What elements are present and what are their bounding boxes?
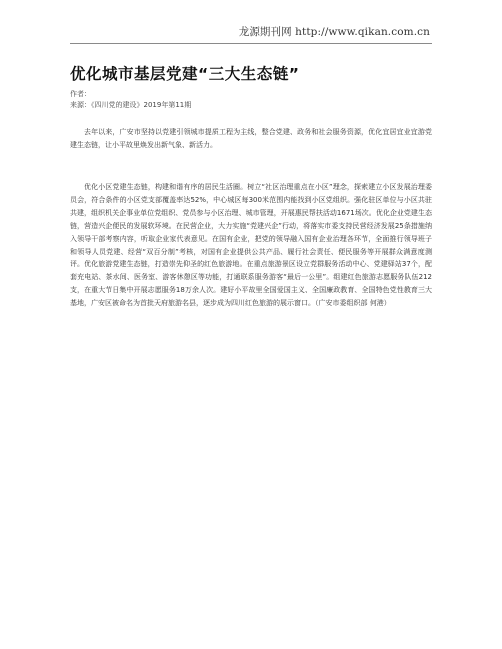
paragraph-intro: 去年以来，广安市坚持以党建引领城市提质工程为主线，整合党建、政务和社会服务资源，优化宜居宜业宜游党建生态链，让小平故里焕发出新气象、新活力。 [70,128,432,149]
article-title: 优化城市基层党建“三大生态链” [70,65,300,83]
author-line [70,89,91,99]
journal-site-header: 龙源期刊网 http://www.qikan.com.cn [238,26,430,38]
paragraph-main: 优化小区党建生态链，构建和谐有序的居民生活圈。树立“社区治理重点在小区”理念，探索建立小区发展治理委员会，符合条件的小区党支部覆盖率达52%，中心城区每300米范围内能找到小区党组织。强化驻区单位与小区共驻共建，组织机关企事业单位党组织、党员参与小区治理、城市管理，开展惠民帮扶活动1671场次。优化企业党建生态链，营造兴企便民的发展软环境。在民营企业，大力实施“党建兴企”行动，将落实市委支持民营经济发展25条措施纳入领导干部考察内容，听取企业家代表意见。在国有企业，把党的领导融入国有企业治理各环节，全面推行领导班子和领导人员党建、经营“双百分制”考核，对国有企业提供公共产品、履行社会责任、便民服务等开展群众满意度测评。优化旅游党建生态链，打造崇先仰圣的红色旅游地。在重点旅游景区设立党群服务活动中心、党建驿站37个，配套充电站、茶水间、医务室、游客休憩区等功能，打通联系服务游客“最后一公里”。组建红色旅游志愿服务队伍212支，在重大节日集中开展志愿服务18万余人次。建好小平故里全国爱国主义、全国廉政教育、全国特色党性教育三大基地，广安区被命名为首批天府旅游名县，逐步成为四川红色旅游的展示窗口。（广安市委组织部 何港） [70,183,432,308]
source-line [70,100,191,110]
source-value: 《四川党的建设》2019年第11期 [91,101,192,109]
author-label: 作者： [70,90,91,98]
header-divider [70,43,432,44]
source-label: 来源： [70,101,91,109]
